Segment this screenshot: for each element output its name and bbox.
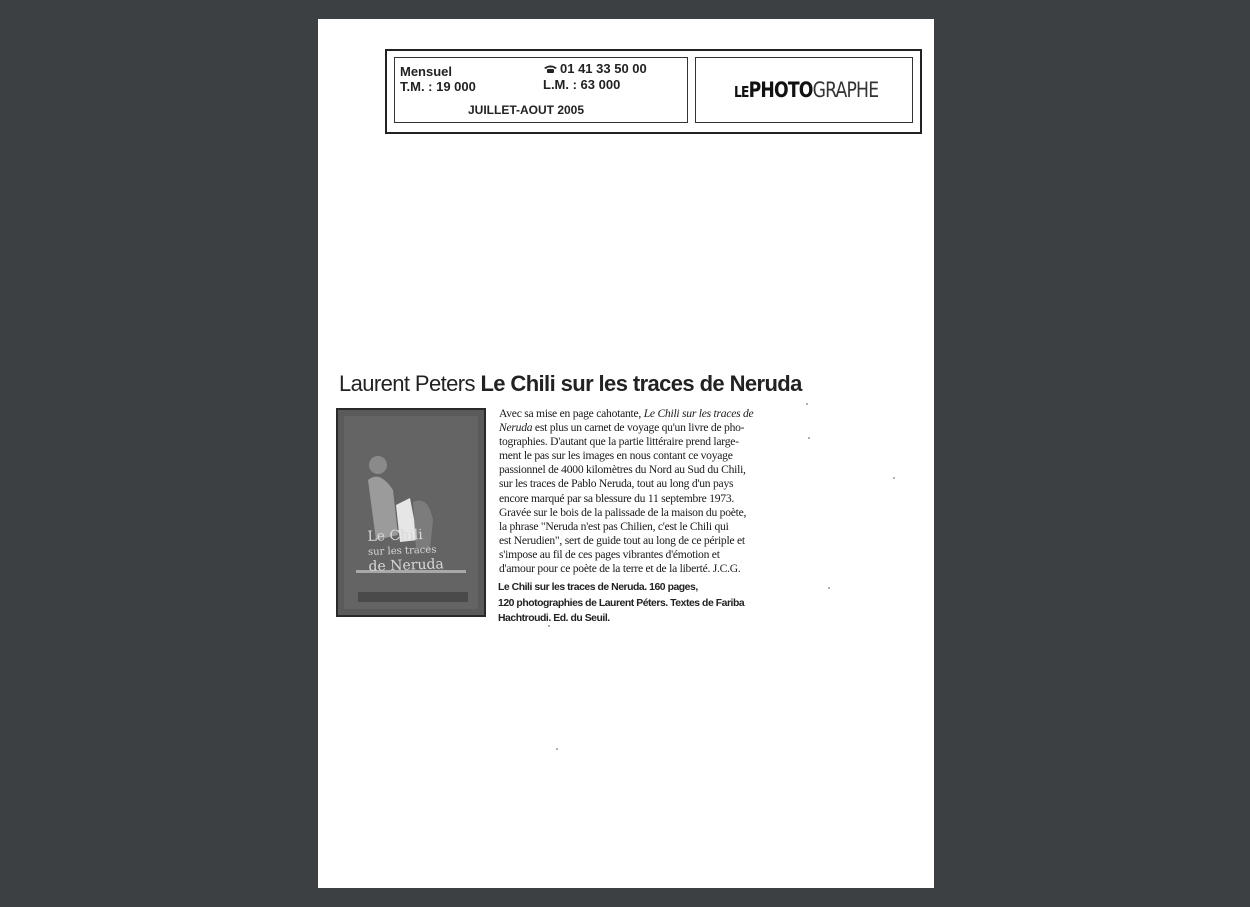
credit-line: Le Chili sur les traces de Neruda. 160 pages, [498, 582, 698, 593]
body-line: Avec sa mise en page cahotante, Le Chili sur les traces de [499, 407, 754, 420]
phone-number: 01 41 33 50 00 [560, 61, 647, 76]
body-line: Neruda est plus un carnet de voyage qu'un livre de pho- [499, 421, 745, 435]
magazine-logo-box [695, 57, 913, 123]
book-cover-image [336, 408, 486, 617]
credit-line: Hachtroudi. Ed. du Seuil. [498, 613, 610, 624]
scan-speck [806, 403, 808, 405]
publication-info-box [394, 57, 688, 123]
print-run-label: T.M. : 19 000 [400, 79, 476, 94]
body-line: la phrase "Neruda n'est pas Chilien, c'est le Chili qui [499, 519, 729, 533]
scan-speck [893, 477, 895, 479]
credit-line: 120 photographies de Laurent Péters. Textes de Fariba [498, 597, 745, 609]
scanned-page [318, 19, 934, 888]
article-book-title: Le Chili sur les traces de Neruda [480, 371, 802, 396]
body-line: est Nerudien", sert de guide tout au long de ce périple et [499, 533, 745, 547]
logo-part-le: LE [734, 83, 749, 101]
body-line: Gravée sur le bois de la palissade de la maison du poète, [499, 505, 747, 519]
cover-title-text: Le Chili sur les traces de Neruda [367, 527, 445, 575]
readership-label: L.M. : 63 000 [543, 77, 621, 92]
body-line: ment le pas sur les images en nous contant ce voyage [499, 449, 733, 463]
scan-speck [828, 587, 830, 589]
article-body [499, 407, 783, 576]
cover-artwork [338, 410, 484, 615]
telephone-icon [543, 64, 558, 74]
frequency-label: Mensuel [400, 64, 453, 79]
magazine-logo [734, 79, 878, 103]
phone-line [543, 61, 647, 76]
logo-part-graphe: GRAPHE [812, 78, 879, 102]
press-clipping-header [385, 49, 922, 134]
body-line: d'amour pour ce poète de la terre et de la liberté. J.C.G. [499, 562, 741, 576]
scan-speck [808, 437, 810, 439]
logo-part-photo: PHOTO [748, 78, 813, 102]
body-line: passionnel de 4000 kilomètres du Nord au Sud du Chili, [499, 463, 746, 477]
body-line: sur les traces de Pablo Neruda, tout au long d'un pays [499, 477, 734, 491]
scan-speck [548, 625, 550, 627]
book-credits [498, 580, 788, 627]
scan-speck [556, 748, 558, 750]
article-title [339, 371, 802, 397]
body-line: tographies. D'autant que la partie littéraire prend large- [499, 435, 739, 449]
article-author: Laurent Peters [339, 371, 475, 396]
body-line: encore marqué par sa blessure du 11 septembre 1973. [499, 491, 735, 505]
body-line: s'impose au fil de ces pages vibrantes d'émotion et [499, 547, 720, 561]
issue-date: JUILLET-AOUT 2005 [468, 103, 585, 117]
